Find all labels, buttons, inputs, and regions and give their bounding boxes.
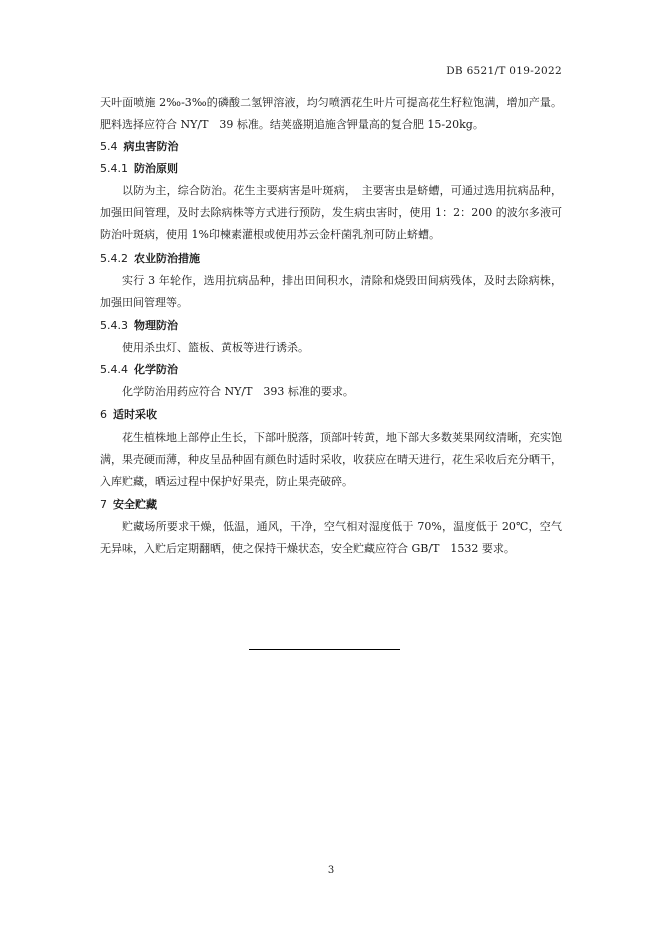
section-title: 防治原则 [134, 162, 178, 175]
end-rule [249, 649, 400, 650]
section-body-6: 花生植株地上部停止生长，下部叶脱落，顶部叶转黄，地下部大多数荚果网纹清晰，充实饱满，果壳硬而薄，种皮呈品种固有颜色时适时采收，收获应在晴天进行，花生采收后充分晒干，入库贮藏，晒运过程中保护好果壳，防止果壳破碎。 [100, 431, 562, 488]
section-number: 5.4.1 [100, 162, 128, 175]
section-heading-5-4-2 [100, 248, 200, 270]
section-number: 6 [100, 408, 107, 421]
section-title: 化学防治 [134, 363, 178, 376]
section-heading-5-4-4 [100, 359, 178, 381]
section-heading-5-4-1 [100, 158, 178, 180]
section-body-5-4-3: 使用杀虫灯、篮板、黄板等进行诱杀。 [122, 341, 309, 354]
section-heading-5-4-3 [100, 315, 178, 337]
section-heading-5-4 [100, 136, 179, 158]
document-code: DB 6521/T 019-2022 [446, 65, 562, 77]
section-title: 适时采收 [113, 408, 157, 421]
section-heading-6 [100, 404, 157, 426]
section-number: 5.4.3 [100, 319, 128, 332]
section-body-5-4-4: 化学防治用药应符合 NY/T 393 标准的要求。 [122, 385, 354, 398]
section-body-5-4-1: 以防为主，综合防治。花生主要病害是叶斑病， 主要害虫是蛴螬，可通过选用抗病品种，加强田间管理，及时去除病株等方式进行预防，发生病虫害时，使用 1：2：200 的波尔多液可防治叶斑病，使用 1%印楝素灌根或使用苏云金杆菌乳剂可防止蛴螬。 [100, 184, 562, 241]
section-title: 农业防治措施 [134, 252, 200, 265]
section-title: 安全贮藏 [113, 498, 157, 511]
intro-paragraph: 天叶面喷施 2‰-3‰的磷酸二氢钾溶液，均匀喷洒花生叶片可提高花生籽粒饱满，增加产量。肥料选择应符合 NY/T 39 标准。结荚盛期追施含钾量高的复合肥 15-20kg。 [100, 96, 562, 131]
section-number: 5.4 [100, 140, 118, 153]
section-title: 病虫害防治 [123, 140, 179, 153]
section-title: 物理防治 [134, 319, 178, 332]
section-heading-7 [100, 494, 157, 516]
section-body-7: 贮藏场所要求干燥，低温，通风，干净，空气相对湿度低于 70%，温度低于 20℃，空气无异味，入贮后定期翻晒，使之保持干燥状态，安全贮藏应符合 GB/T 1532 要求。 [100, 520, 562, 555]
page-number: 3 [327, 865, 335, 876]
section-body-5-4-2: 实行 3 年轮作，选用抗病品种，排出田间积水，清除和烧毁田间病残体，及时去除病株，加强田间管理等。 [100, 274, 562, 309]
section-number: 7 [100, 498, 107, 511]
section-number: 5.4.2 [100, 252, 128, 265]
section-number: 5.4.4 [100, 363, 128, 376]
